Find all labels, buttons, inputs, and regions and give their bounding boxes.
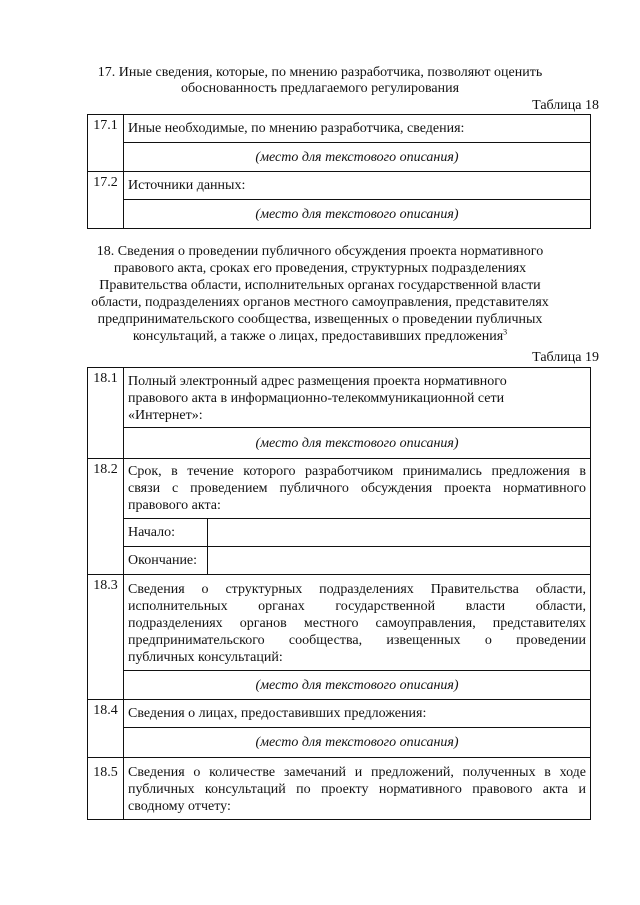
row-17-1-label: Иные необходимые, по мнению разработчика, сведения: (124, 115, 591, 143)
footnote-marker: 3 (503, 327, 508, 337)
table-row (88, 671, 591, 700)
row-number-18-2: 18.2 (88, 459, 124, 575)
table-row (88, 547, 591, 575)
table-row (88, 200, 591, 229)
table-row (88, 428, 591, 459)
text-line: Сведения о структурных подразделениях Правительства области, (128, 582, 587, 597)
text-line: публичных консультаций: (128, 650, 283, 665)
table-row (88, 575, 591, 671)
start-date-label: Начало: (124, 519, 208, 547)
table-row (88, 758, 591, 820)
text-line: сводному отчету: (128, 799, 231, 814)
row-18-3-placeholder: (место для текстового описания) (124, 671, 591, 700)
start-date-field[interactable] (208, 519, 591, 547)
row-17-2-label: Источники данных: (124, 172, 591, 200)
text-line: Срок, в течение которого разработчиком принимались предложения в (128, 464, 587, 479)
row-17-1-placeholder: (место для текстового описания) (124, 143, 591, 172)
text-line: Полный электронный адрес размещения проекта нормативного (128, 374, 507, 389)
section-17-heading-line-1: 17. Иные сведения, которые, по мнению разработчика, позволяют оценить (97, 65, 543, 80)
section-18-heading-line-4: области, подразделениях органов местного самоуправления, представителях (91, 295, 549, 310)
row-18-2-label (124, 459, 591, 519)
table-row (88, 143, 591, 172)
row-number-18-1: 18.1 (88, 368, 124, 459)
table-row (88, 115, 591, 143)
text-line: публичных консультаций по проекту нормативного правового акта и (128, 782, 587, 797)
text-line: подразделениях органов местного самоуправления, представителях (128, 616, 587, 631)
table-19 (87, 367, 591, 820)
end-date-field[interactable] (208, 547, 591, 575)
section-18-heading-line-3: Правительства области, исполнительных органах государственной власти (99, 278, 541, 293)
text-line: правового акта в информационно-телекоммуникационной сети (128, 391, 505, 406)
text-line: правового акта: (128, 498, 221, 513)
row-number-18-4: 18.4 (88, 700, 124, 758)
row-17-2-placeholder: (место для текстового описания) (124, 200, 591, 229)
table-row (88, 459, 591, 519)
section-18-heading-text: консультаций, а также о лицах, предоставивших предложения (132, 329, 504, 344)
row-18-4-label: Сведения о лицах, предоставивших предложения: (124, 700, 591, 728)
section-18-heading-line-1: 18. Сведения о проведении публичного обсуждения проекта нормативного (96, 244, 544, 259)
table-19-caption: Таблица 19 (532, 350, 599, 365)
section-17-heading-line-2: обоснованность предлагаемого регулирования (180, 81, 460, 96)
section-18-heading-line-5: предпринимательского сообщества, извещенных о проведении публичных (97, 312, 543, 327)
row-number-17-1: 17.1 (88, 115, 124, 172)
text-line: «Интернет»: (128, 408, 203, 423)
end-date-label: Окончание: (124, 547, 208, 575)
row-18-5-label (124, 758, 591, 820)
table-18 (87, 114, 591, 229)
row-number-17-2: 17.2 (88, 172, 124, 229)
table-row (88, 519, 591, 547)
row-18-1-placeholder: (место для текстового описания) (124, 428, 591, 459)
section-18-heading-line-6 (40, 328, 600, 345)
row-18-3-label (124, 575, 591, 671)
table-row (88, 728, 591, 758)
text-line: Сведения о количестве замечаний и предложений, полученных в ходе (128, 765, 587, 780)
row-18-1-label (124, 368, 591, 428)
table-row (88, 172, 591, 200)
row-number-18-3: 18.3 (88, 575, 124, 700)
table-18-caption: Таблица 18 (532, 98, 599, 113)
table-row (88, 700, 591, 728)
section-18-heading-line-2: правового акта, сроках его проведения, структурных подразделениях (113, 261, 527, 276)
text-line: исполнительных органах государственной власти области, (128, 599, 587, 614)
text-line: предпринимательского сообщества, извещенных о проведении (128, 633, 587, 648)
row-number-18-5: 18.5 (88, 758, 124, 820)
row-18-4-placeholder: (место для текстового описания) (124, 728, 591, 758)
text-line: связи с проведением публичного обсуждения проекта нормативного (128, 481, 587, 496)
table-row (88, 368, 591, 428)
